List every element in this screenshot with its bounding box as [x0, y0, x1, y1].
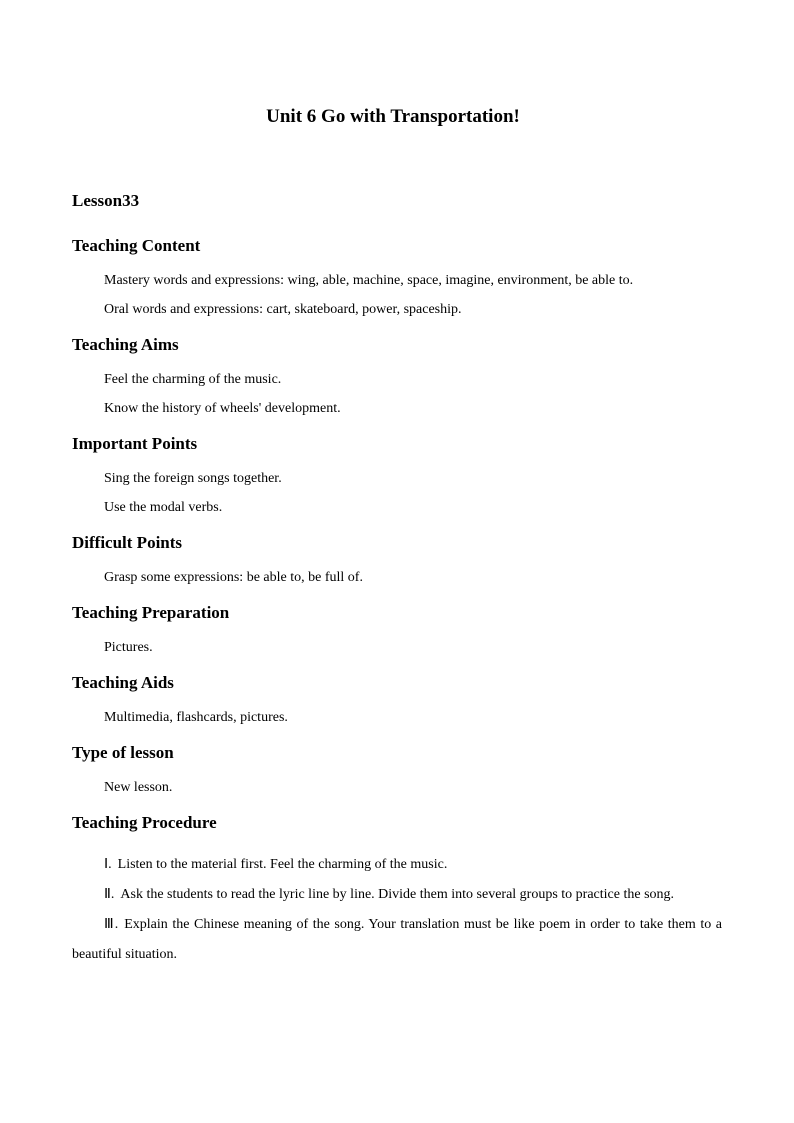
lesson-plan-body — [72, 232, 722, 970]
section-heading: Teaching Aims — [72, 335, 179, 354]
section-line: Grasp some expressions: be able to, be full of. — [104, 570, 363, 585]
section-line: New lesson. — [104, 780, 173, 795]
section-line: Multimedia, flashcards, pictures. — [104, 710, 288, 725]
section-heading: Important Points — [72, 434, 198, 453]
section-line: Oral words and expressions: cart, skateboard, power, spaceship. — [104, 302, 462, 317]
section-teaching-procedure — [72, 809, 722, 970]
section-line: Feel the charming of the music. — [104, 372, 282, 387]
section-line: Use the modal verbs. — [104, 500, 223, 515]
section-heading: Teaching Preparation — [72, 603, 230, 622]
section-teaching-preparation — [72, 599, 722, 669]
section-teaching-aims — [72, 331, 722, 430]
section-heading: Type of lesson — [72, 743, 174, 762]
section-heading: Teaching Aids — [72, 673, 174, 692]
section-line: Sing the foreign songs together. — [104, 471, 282, 486]
step-text: Ask the students to read the lyric line by line. Divide them into several groups to practice the song. — [120, 887, 675, 902]
section-heading: Teaching Procedure — [72, 813, 217, 832]
lesson-number: Lesson33 — [72, 191, 140, 210]
section-heading: Difficult Points — [72, 533, 183, 552]
section-teaching-content — [72, 232, 722, 331]
document-title: Unit 6 Go with Transportation! — [266, 106, 520, 127]
section-line: Know the history of wheels' development. — [104, 401, 341, 416]
step-number: Ⅱ. — [104, 887, 115, 902]
step-number: Ⅲ. — [104, 917, 119, 932]
section-difficult-points — [72, 529, 722, 599]
section-line: Pictures. — [104, 640, 153, 655]
step-number: Ⅰ. — [104, 857, 112, 872]
procedure-step — [72, 880, 722, 910]
section-teaching-aids — [72, 669, 722, 739]
section-important-points — [72, 430, 722, 529]
section-heading: Teaching Content — [72, 236, 201, 255]
step-text: Listen to the material first. Feel the charming of the music. — [117, 857, 448, 872]
section-line: Mastery words and expressions: wing, able, machine, space, imagine, environment, be able to. — [104, 273, 634, 288]
procedure-step — [72, 910, 722, 970]
procedure-step — [72, 850, 722, 880]
step-text: Explain the Chinese meaning of the song. Your translation must be like poem in order to take them to a beautiful situation. — [72, 917, 723, 962]
section-type-of-lesson — [72, 739, 722, 809]
